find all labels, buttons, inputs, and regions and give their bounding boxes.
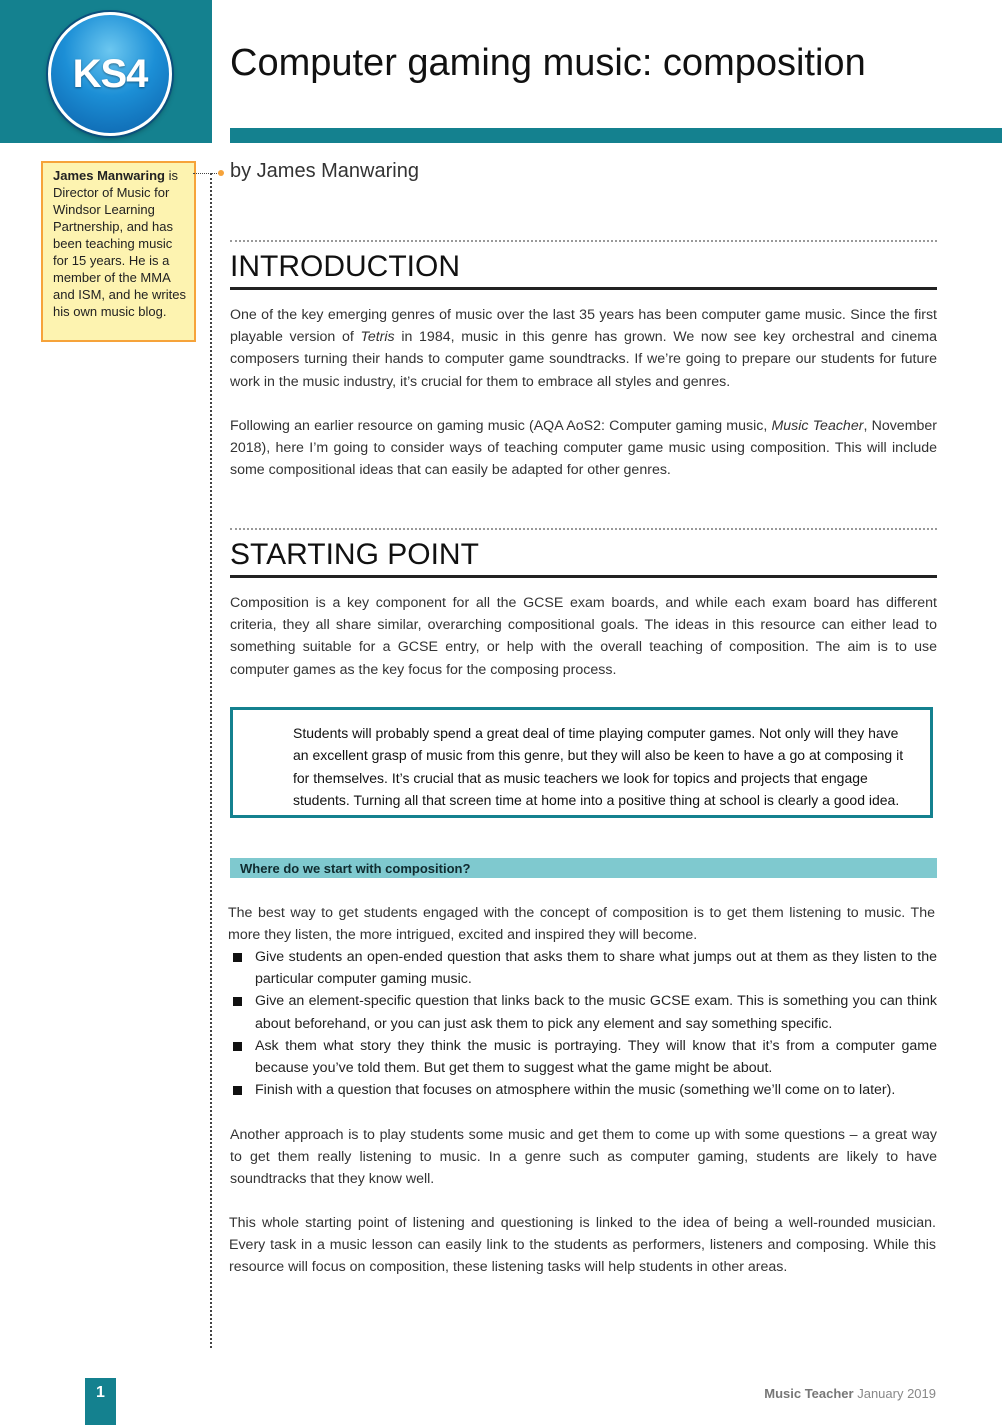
page-number: 1 <box>85 1378 116 1425</box>
section-divider <box>230 528 937 530</box>
subheading-bar: Where do we start with composition? <box>230 858 937 878</box>
footer-publication <box>764 1386 936 1401</box>
list-item <box>230 1079 937 1101</box>
section-heading-starting-point: STARTING POINT <box>230 537 937 578</box>
list-item <box>230 990 937 1034</box>
bullet-square-icon <box>233 1086 242 1095</box>
author-name: James Manwaring <box>53 168 165 183</box>
bullet-text: Finish with a question that focuses on atmosphere within the music (something we’ll come on to later). <box>255 1082 896 1099</box>
footer-publication-name: Music Teacher <box>764 1386 854 1401</box>
ks4-badge-label: KS4 <box>72 51 148 96</box>
starting-point-paragraph-1: Composition is a key component for all the GCSE exam boards, and while each exam board has different criteria, they all share similar, overarching compositional goals. The ideas in this resource can either lead to something suitable for a GCSE entry, or help with the overall teaching of composition. The aim is to use computer games as the key focus for the composing process. <box>230 595 937 678</box>
bullet-square-icon <box>233 997 242 1006</box>
list-item <box>230 946 937 990</box>
intro-p2-italic: Music Teacher <box>771 418 864 434</box>
intro-paragraph-2 <box>230 415 937 482</box>
starting-point-paragraph-2: The best way to get students engaged with the concept of composition is to get them listening to music. The more they listen, the more intrigued, excited and inspired they will become. <box>228 905 935 944</box>
bullet-square-icon <box>233 953 242 962</box>
bullet-text: Give an element-specific question that links back to the music GCSE exam. This is something you can think about beforehand, or you can just ask them to pick any element and say something specific. <box>255 993 937 1032</box>
section-divider <box>230 240 937 242</box>
intro-paragraph-1 <box>230 304 937 393</box>
quote-box <box>230 707 933 818</box>
bullet-list <box>230 946 937 1101</box>
author-bio-text: is Director of Music for Windsor Learning Partnership, and has been teaching music for 15 years. He is a member of the MMA and ISM, and he writes his own music blog. <box>53 168 186 319</box>
quote-text: Students will probably spend a great deal of time playing computer games. Not only will they have an excellent grasp of music from this genre, but they will also be keen to have a go at composing it for themselves. It’s crucial that as music teachers we look for topics and projects that engage students. Turning all that screen time at home into a positive thing at school is clearly a good idea. <box>293 725 904 809</box>
ks4-badge <box>48 12 172 136</box>
intro-p1-italic: Tetris <box>360 329 395 346</box>
intro-p1-text-a: One of the key emerging genres of music over the last 35 years has been computer game music. Since the first playable version of <box>230 307 937 346</box>
section-heading-introduction: INTRODUCTION <box>230 249 937 290</box>
intro-p1-text-b: in 1984, music in this genre has grown. We now see key orchestral and cinema composers turning their hands to computer game soundtracks. If we’re going to prepare our students for future work in the music industry, it’s crucial for them to embrace all styles and genres. <box>230 329 937 390</box>
bio-connector-line <box>193 173 221 174</box>
footer-date: January 2019 <box>857 1386 936 1401</box>
bullet-text: Ask them what story they think the music is portraying. They will know that it’s from a computer game because you’ve told them. But get them to suggest what the game might be about. <box>255 1037 937 1077</box>
list-item <box>230 1035 937 1079</box>
vertical-dotted-rule <box>210 173 212 1348</box>
bullet-text: Give students an open-ended question that asks them to share what jumps out at them as they listen to the particular computer gaming music. <box>255 949 937 988</box>
intro-p2-text-b: , November 2018), here I’m going to consider ways of teaching computer game music using composition. This will include some compositional ideas that can easily be adapted for other genres. <box>230 418 938 479</box>
byline: by James Manwaring <box>230 160 419 182</box>
starting-point-paragraph-3: Another approach is to play students some music and get them to come up with some questions – a great way to get them really listening to music. In a genre such as computer gaming, students are likely to have soundtracks that they know well. <box>230 1127 937 1188</box>
intro-p2-text-a: Following an earlier resource on gaming music (AQA AoS2: Computer gaming music, <box>230 418 772 434</box>
title-underline-bar <box>230 128 1002 143</box>
starting-point-paragraph-4: This whole starting point of listening and questioning is linked to the idea of being a well-rounded musician. Every task in a music lesson can easily link to the students as performers, listeners and composing. While this resource will focus on composition, these listening tasks will help students in other areas. <box>229 1215 936 1276</box>
page-title: Computer gaming music: composition <box>230 42 866 84</box>
bullet-square-icon <box>233 1042 242 1051</box>
bio-connector-dot <box>218 170 224 176</box>
author-bio-box <box>41 161 196 342</box>
